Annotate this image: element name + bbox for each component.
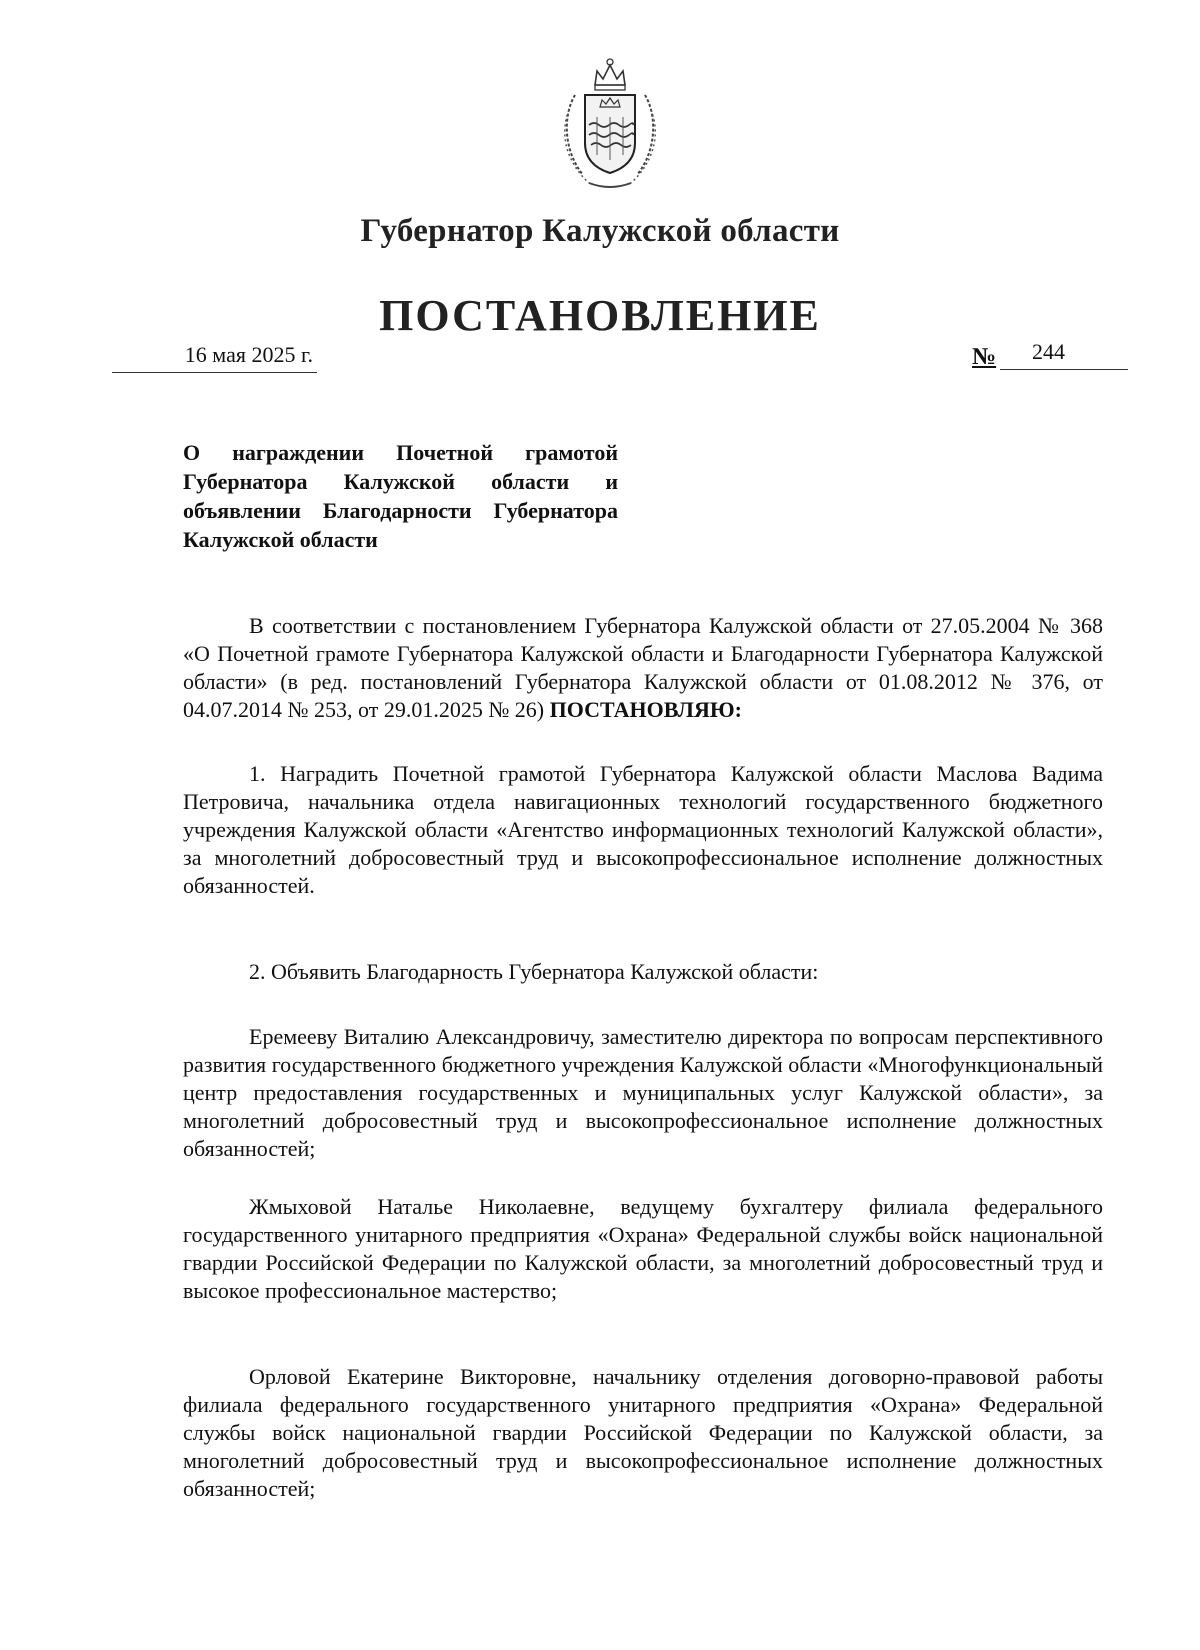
recipient-paragraph-3: Орловой Екатерине Викторовне, начальнику отделения договорно-правовой работы филиала федерального государственного унитарного предприятия «Охрана» Федеральной службы войск национальной гвардии Российской Федерации по Калужской области, за многолетний добросовестный труд и высокопрофессиональное исполнение должностных обязанностей; (183, 1364, 1103, 1501)
document-date: 16 мая 2025 г. (184, 342, 313, 367)
document-subject: О награждении Почетной грамотой Губернатора Калужской области и объявлении Благодарности Губернатора Калужской области (183, 440, 618, 552)
item-1-paragraph: 1. Наградить Почетной грамотой Губернатора Калужской области Маслова Вадима Петровича, начальника отдела навигационных технологий государственного бюджетного учреждения Калужской области «Агентство информационных технологий Калужской области», за многолетний добросовестный труд и высокопрофессиональное исполнение должностных обязанностей. (183, 761, 1103, 898)
coat-of-arms-emblem (555, 55, 665, 195)
recipient-paragraph-1: Еремееву Виталию Александровичу, заместителю директора по вопросам перспективного развития государственного бюджетного учреждения Калужской области «Многофункциональный центр предоставления государственных и муниципальных услуг Калужской области», за многолетний добросовестный труд и высокопрофессиональное исполнение должностных обязанностей; (183, 1024, 1103, 1161)
item-2-paragraph: 2. Объявить Благодарность Губернатора Калужской области: (249, 959, 819, 984)
document-number: 244 (1032, 339, 1065, 364)
number-field (1000, 335, 1128, 370)
preamble-paragraph (183, 612, 1103, 724)
issuing-authority: Губернатор Калужской области (360, 213, 840, 249)
number-label: № (972, 344, 997, 370)
document-type-title: ПОСТАНОВЛЕНИЕ (379, 291, 821, 340)
date-field (112, 339, 317, 373)
recipient-paragraph-2: Жмыховой Наталье Николаевне, ведущему бухгалтеру филиала федерального государственного унитарного предприятия «Охрана» Федеральной службы войск национальной гвардии Российской Федерации по Калужской области, за многолетний добросовестный труд и высокое профессиональное мастерство; (183, 1194, 1103, 1303)
preamble-text: В соответствии с постановлением Губернатора Калужской области от 27.05.2004 № 368 «О Почетной грамоте Губернатора Калужской области и Благодарности Губернатора Калужской области» (в ред. постановлений Губернатора Калужской области от 01.08.2012 № 376, от 04.07.2014 № 253, от 29.01.2025 № 26) (183, 613, 1103, 722)
decree-word: ПОСТАНОВЛЯЮ: (549, 697, 742, 722)
